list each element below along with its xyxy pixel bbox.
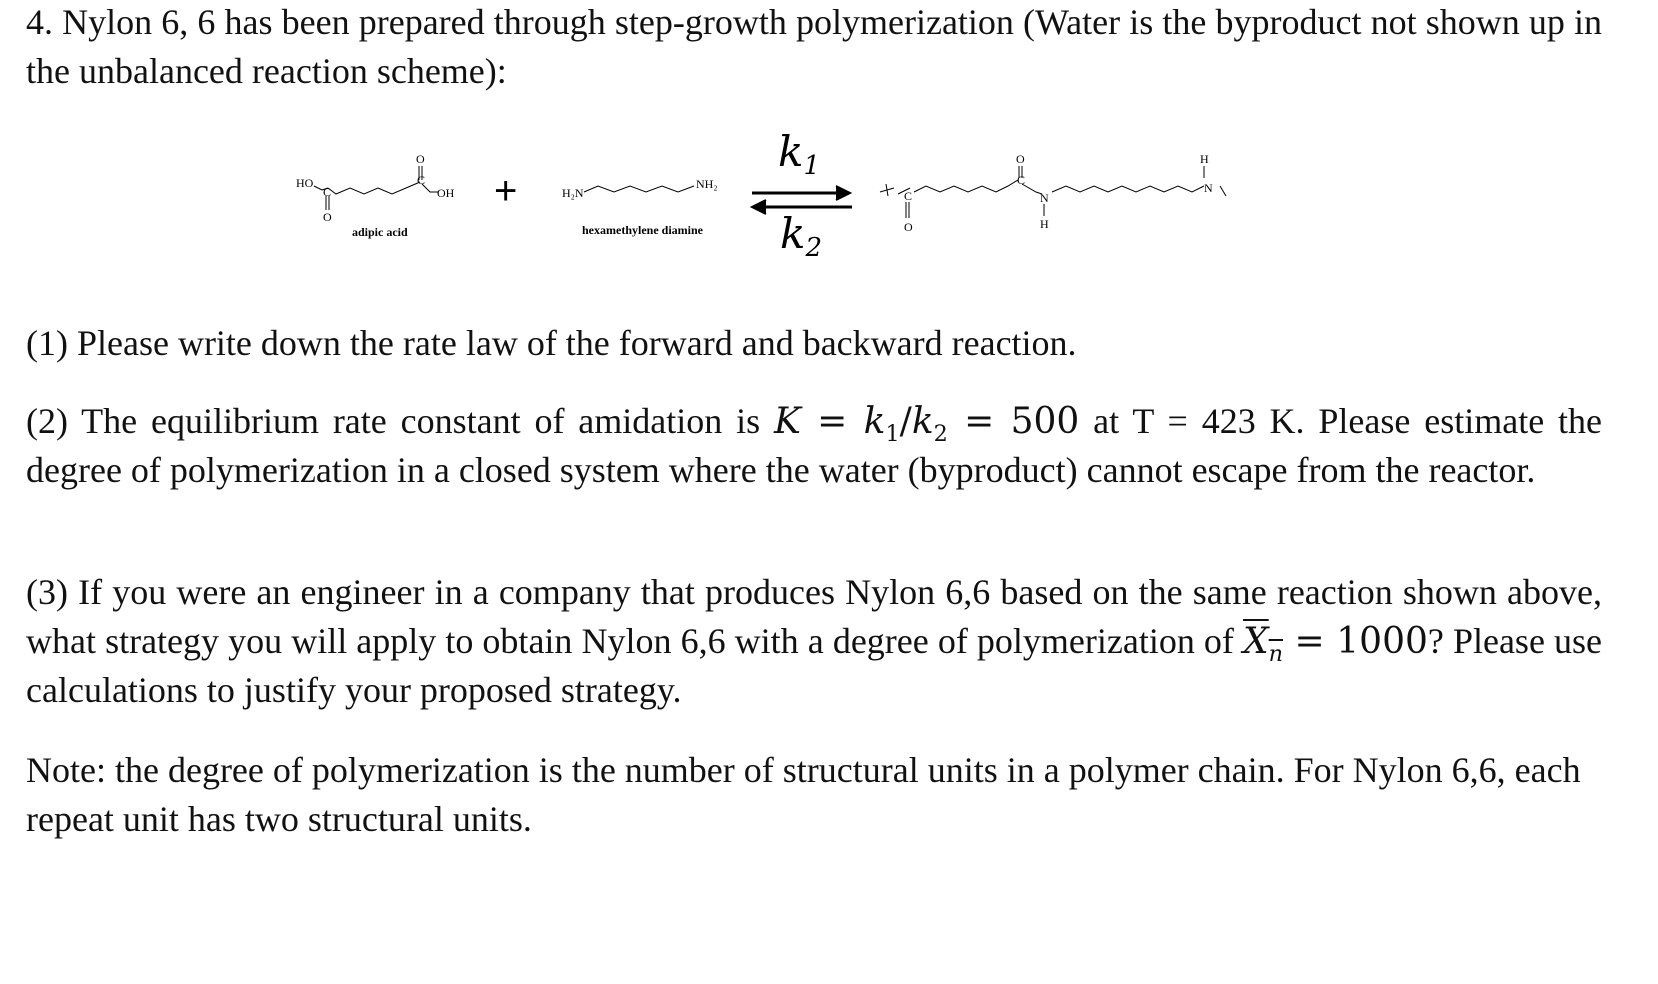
atom-o-product-left: O bbox=[904, 220, 913, 234]
reaction-scheme bbox=[296, 127, 1340, 290]
atom-c-right: C bbox=[417, 173, 426, 187]
slash: / bbox=[899, 401, 912, 442]
atom-h-product-left: H bbox=[1040, 217, 1049, 231]
note: Note: the degree of polymerization is the number of structural units in a polymer chain. For Nylon 6,6, each repeat unit has two structural units. bbox=[26, 750, 1581, 839]
reaction-scheme-figure bbox=[296, 127, 1340, 290]
question-2-prefix: (2) The equilibrium rate constant of amidation is bbox=[26, 401, 774, 441]
equilibrium-value: 500 bbox=[1010, 401, 1080, 442]
atom-n-product-left: N bbox=[1040, 191, 1049, 205]
atom-o-right: O bbox=[416, 152, 425, 166]
atom-c-left: C bbox=[323, 185, 332, 199]
symbol-k1: k bbox=[863, 401, 886, 442]
symbol-xn: $X_n$ bbox=[1243, 621, 1284, 668]
atom-nh2: NH₂ bbox=[696, 177, 718, 191]
hexamethylene-diamine-label: hexamethylene diamine bbox=[582, 223, 703, 237]
question-2 bbox=[26, 397, 1602, 495]
question-1: (1) Please write down the rate law of the forward and backward reaction. bbox=[26, 323, 1077, 363]
question-3-suffix: ? Please use calculations to justify your proposed strategy. bbox=[26, 621, 1602, 710]
equals-2: = bbox=[947, 401, 1011, 442]
problem-title: 4. Nylon 6, 6 has been prepared through step-growth polymerization (Water is the byproduct not shown up in the unbalanced reaction scheme): bbox=[26, 2, 1602, 91]
atom-o-product-right: O bbox=[1016, 152, 1025, 166]
adipic-acid-label: adipic acid bbox=[352, 225, 408, 239]
atom-h-product-right: H bbox=[1200, 152, 1209, 166]
target-value: 1000 bbox=[1336, 621, 1428, 662]
k-forward: k1 bbox=[778, 127, 820, 181]
equals-3: = bbox=[1283, 621, 1337, 662]
atom-oh: OH bbox=[437, 186, 455, 200]
sub-2: 2 bbox=[933, 421, 948, 448]
atom-ho: HO bbox=[296, 176, 314, 190]
sub-1: 1 bbox=[885, 421, 900, 448]
atom-h2n: H₂N bbox=[562, 186, 584, 200]
atom-c-product-left: C bbox=[904, 189, 913, 203]
symbol-k2: k bbox=[911, 401, 934, 442]
question-3 bbox=[26, 568, 1602, 715]
plus-sign: + bbox=[494, 169, 518, 213]
question-2-suffix: at T = 423 K. Please estimate the degree of polymerization in a closed system where the water (byproduct) cannot escape from the reactor. bbox=[26, 401, 1603, 490]
equals-1: = bbox=[800, 401, 864, 442]
symbol-K: K bbox=[773, 401, 801, 442]
atom-o-left: O bbox=[323, 210, 332, 224]
atom-n-product-right: N bbox=[1204, 181, 1213, 195]
question-3-prefix: (3) If you were an engineer in a company that produces Nylon 6,6 based on the same reaction shown above, what strategy you will apply to obtain Nylon 6,6 with a degree of polymerization of bbox=[26, 572, 1602, 661]
k-backward: k2 bbox=[780, 209, 822, 263]
nylon66-structure bbox=[880, 166, 1226, 218]
hexamethylene-diamine-structure bbox=[584, 186, 694, 192]
atom-c-product-right: C bbox=[1017, 173, 1026, 187]
